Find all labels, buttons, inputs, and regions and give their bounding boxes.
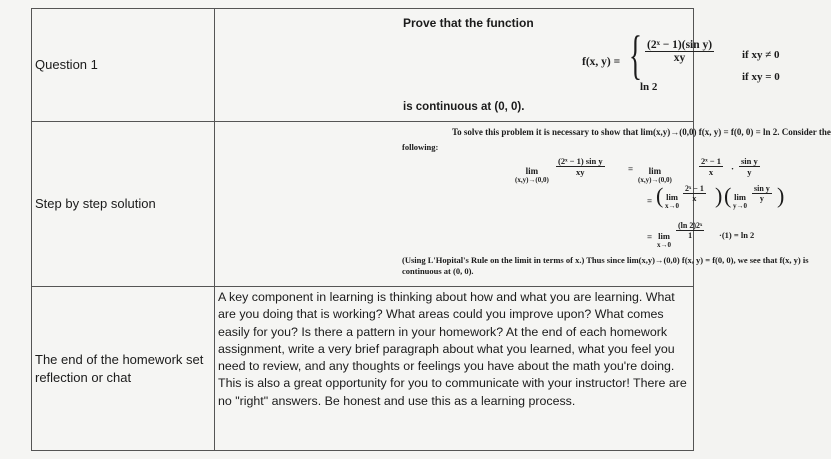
line2-n1: 2ˣ − 1: [685, 184, 704, 193]
line1-rhs-n1: 2ˣ − 1: [701, 156, 722, 166]
line1-rhs-d2: y: [747, 167, 752, 177]
question-row: [32, 9, 694, 122]
homework-table: [31, 8, 831, 451]
question-cell: [215, 9, 780, 122]
case-brace: {: [629, 25, 642, 85]
line3-lim-word: lim: [658, 231, 670, 241]
question-prompt: Prove that the function: [403, 16, 534, 30]
line2-n2: sin y: [754, 184, 770, 193]
solution-label: Step by step solution: [32, 122, 215, 287]
line3-num: (ln 2)2ˣ: [678, 221, 703, 230]
line3-lim-sub: x→0: [657, 241, 671, 249]
solution-intro: To solve this problem it is necessary to show that lim(x,y)→(0,0) f(x, y) = f(0, 0) = ln 2. Consider the: [452, 127, 831, 137]
line2-paren2-close: ): [777, 183, 785, 208]
solution-note-continued: continuous at (0, 0).: [402, 266, 474, 276]
line2-paren2-open: (: [724, 183, 732, 208]
line2-lim2-word: lim: [734, 192, 746, 202]
line2-equals: =: [647, 196, 653, 206]
line1-lim-word: lim: [525, 166, 539, 176]
case1-numerator: (2ˣ − 1)(sin y): [647, 39, 713, 51]
line2-lim1-word: lim: [666, 192, 678, 202]
line1-limit: [515, 166, 549, 184]
line2-frac2: [752, 184, 772, 203]
line1-rhs-d1: x: [708, 167, 714, 177]
line2-limit2: [733, 192, 747, 210]
reflection-prompt: A key component in learning is thinking about how and what you are learning. What are you doing that is working? What areas could you improve upon? What comes easily for you? Is there a pattern in your homework? At the end of each homework assignment, write a very brief paragraph about what you learned, what you feel you need to review, and any thoughts or feelings you have about the math you're doing. This is also a great opportunity for you to communicate with your instructor! There are no "right" answers. Be honest and use this as a learning process.: [215, 287, 694, 451]
line1-lim-sub: (x,y)→(0,0): [515, 176, 549, 184]
solution-note: (Using L'Hopital's Rule on the limit in terms of x.) Thus since lim(x,y)→(0,0) f(x, y) = f(0, 0), we see that f(x, y) is: [402, 255, 809, 265]
line1-den: xy: [576, 167, 585, 177]
line1-rhs-limit: [638, 166, 672, 184]
question-conclusion: is continuous at (0, 0).: [403, 101, 525, 113]
line3-frac: [676, 221, 704, 240]
solution-following: following:: [402, 142, 439, 152]
reflection-label: The end of the homework set reflection or chat: [32, 287, 215, 451]
line2-paren-close: ): [715, 183, 723, 208]
case2-condition: if xy = 0: [742, 71, 780, 83]
line1-rhs-lim-word: lim: [648, 166, 662, 176]
line1-rhs-lim-sub: (x,y)→(0,0): [638, 176, 672, 184]
solution-cell: [215, 122, 831, 287]
case2-value: ln 2: [640, 81, 658, 93]
line1-dot: ·: [731, 164, 735, 174]
line1-fraction: [556, 156, 605, 177]
case1-expression: [645, 39, 714, 64]
line2-lim1-sub: x→0: [665, 202, 679, 210]
function-label: f(x, y) =: [582, 56, 621, 68]
line2-limit1: [665, 192, 679, 210]
line1-equals: =: [628, 164, 634, 174]
line1-rhs-frac1: [699, 156, 723, 177]
case1-denominator: xy: [673, 52, 686, 64]
line2-lim2-sub: y→0: [733, 202, 747, 210]
solution-row: [32, 122, 694, 287]
line1-num: (2ˣ − 1) sin y: [558, 156, 603, 166]
reflection-row: [32, 287, 694, 451]
line1-rhs-frac2: [739, 156, 760, 177]
line3-den: 1: [688, 231, 693, 240]
case1-condition: if xy ≠ 0: [742, 49, 780, 61]
line2-paren-open: (: [656, 183, 664, 208]
line2-d2: y: [759, 194, 764, 203]
line3-tail: ·(1) = ln 2: [719, 230, 755, 240]
line3-equals: =: [647, 232, 653, 242]
line3-limit: [657, 231, 671, 249]
question-label: Question 1: [32, 9, 215, 122]
line2-d1: x: [692, 194, 697, 203]
line2-frac1: [683, 184, 706, 203]
line1-rhs-n2: sin y: [741, 156, 758, 166]
